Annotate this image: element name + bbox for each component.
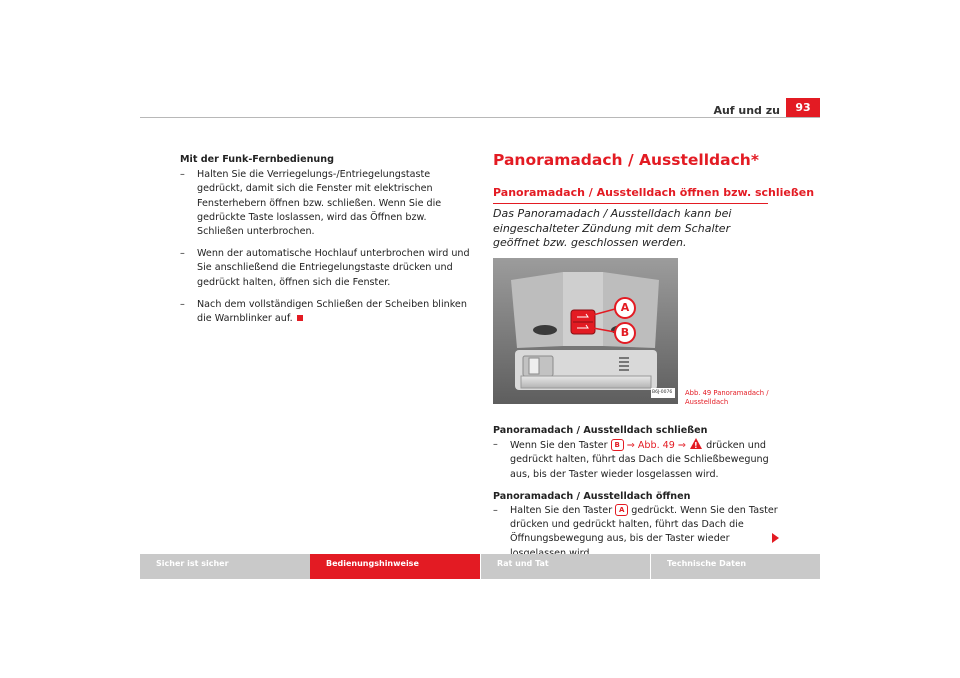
figure-caption: Abb. 49 Panoramadach / Ausstelldach [685,389,769,406]
page-title: Panoramadach / Ausstelldach* [493,151,759,169]
figure-label-b: B [620,326,630,339]
intro-text: Das Panoramadach / Ausstelldach kann bei eingeschalteter Zündung mit dem Schalter geöffnet bzw. geschlossen werden. [493,207,732,250]
footer-nav [140,554,820,579]
section-subtitle: Panoramadach / Ausstelldach öffnen bzw. schließen [493,186,815,199]
figure-label-a: A [620,301,630,314]
tab-technische-daten[interactable]: Technische Daten [650,554,820,579]
left-column [180,153,472,334]
heading-close: Panoramadach / Ausstelldach schließen [493,425,708,436]
subtitle-rule [493,203,768,204]
list-item [180,298,472,326]
close-text-end: drücken und gedrückt halten, führt das Dach die Schließbewegung aus, bis der Taster wieder losgelassen wird. [510,440,769,480]
list-item [180,247,472,290]
button-b-symbol: B [611,439,624,451]
list-dash: – [493,505,498,517]
header-rule [140,117,820,118]
list-dash: – [180,169,185,181]
figure-image-code: B6J-0076 [652,390,673,395]
section-end-mark [297,315,303,321]
roof-console-illustration [493,258,678,404]
button-a-symbol: A [615,504,628,516]
list-item-text: Wenn der automatische Hochlauf unterbrochen wird und Sie anschließend die Entriegelungstaste drücken und gedrückt halten, öffnen sich die Fenster. [197,248,470,288]
list-item-text: Halten Sie die Verriegelungs-/Entriegelungstaste gedrückt, damit sich die Fenster mit elektrischen Fensterhebern öffnen bzw. schließen. Wenn Sie die gedrückte Taste loslassen, wird das Öffnen bzw. Schließen unterbrochen. [197,169,442,238]
close-text-start: Wenn Sie den Taster [510,440,608,452]
list-item [493,438,780,482]
warning-icon[interactable] [690,438,702,449]
running-header-title: Auf und zu [713,104,780,117]
list-dash: – [180,248,185,260]
tab-rat-und-tat[interactable]: Rat und Tat [480,554,650,579]
list-item-text: Nach dem vollständigen Schließen der Scheiben blinken die Warnblinker auf. [197,298,467,325]
list-item [180,168,472,239]
tab-bedienungshinweise[interactable]: Bedienungshinweise [310,554,480,579]
list-item [493,504,780,561]
roof-instructions [493,424,780,569]
tab-sicher-ist-sicher[interactable]: Sicher ist sicher [140,554,310,579]
next-page-arrow-icon[interactable] [772,533,779,543]
roof-switch-photo [493,258,678,404]
list-dash: – [493,439,498,451]
section-heading-remote: Mit der Funk-Fernbedienung [180,154,334,165]
page-number: 93 [786,98,820,118]
open-text-start: Halten Sie den Taster [510,505,613,517]
list-dash: – [180,298,185,310]
figure-reference-link[interactable]: ⇒ Abb. 49 ⇒ [626,440,686,452]
heading-open: Panoramadach / Ausstelldach öffnen [493,490,691,502]
open-text-end: gedrückt. Wenn Sie den Taster drücken und gedrückt halten, führt das Dach die Öffnungsbewegung aus, bis der Taster wieder [510,505,778,545]
